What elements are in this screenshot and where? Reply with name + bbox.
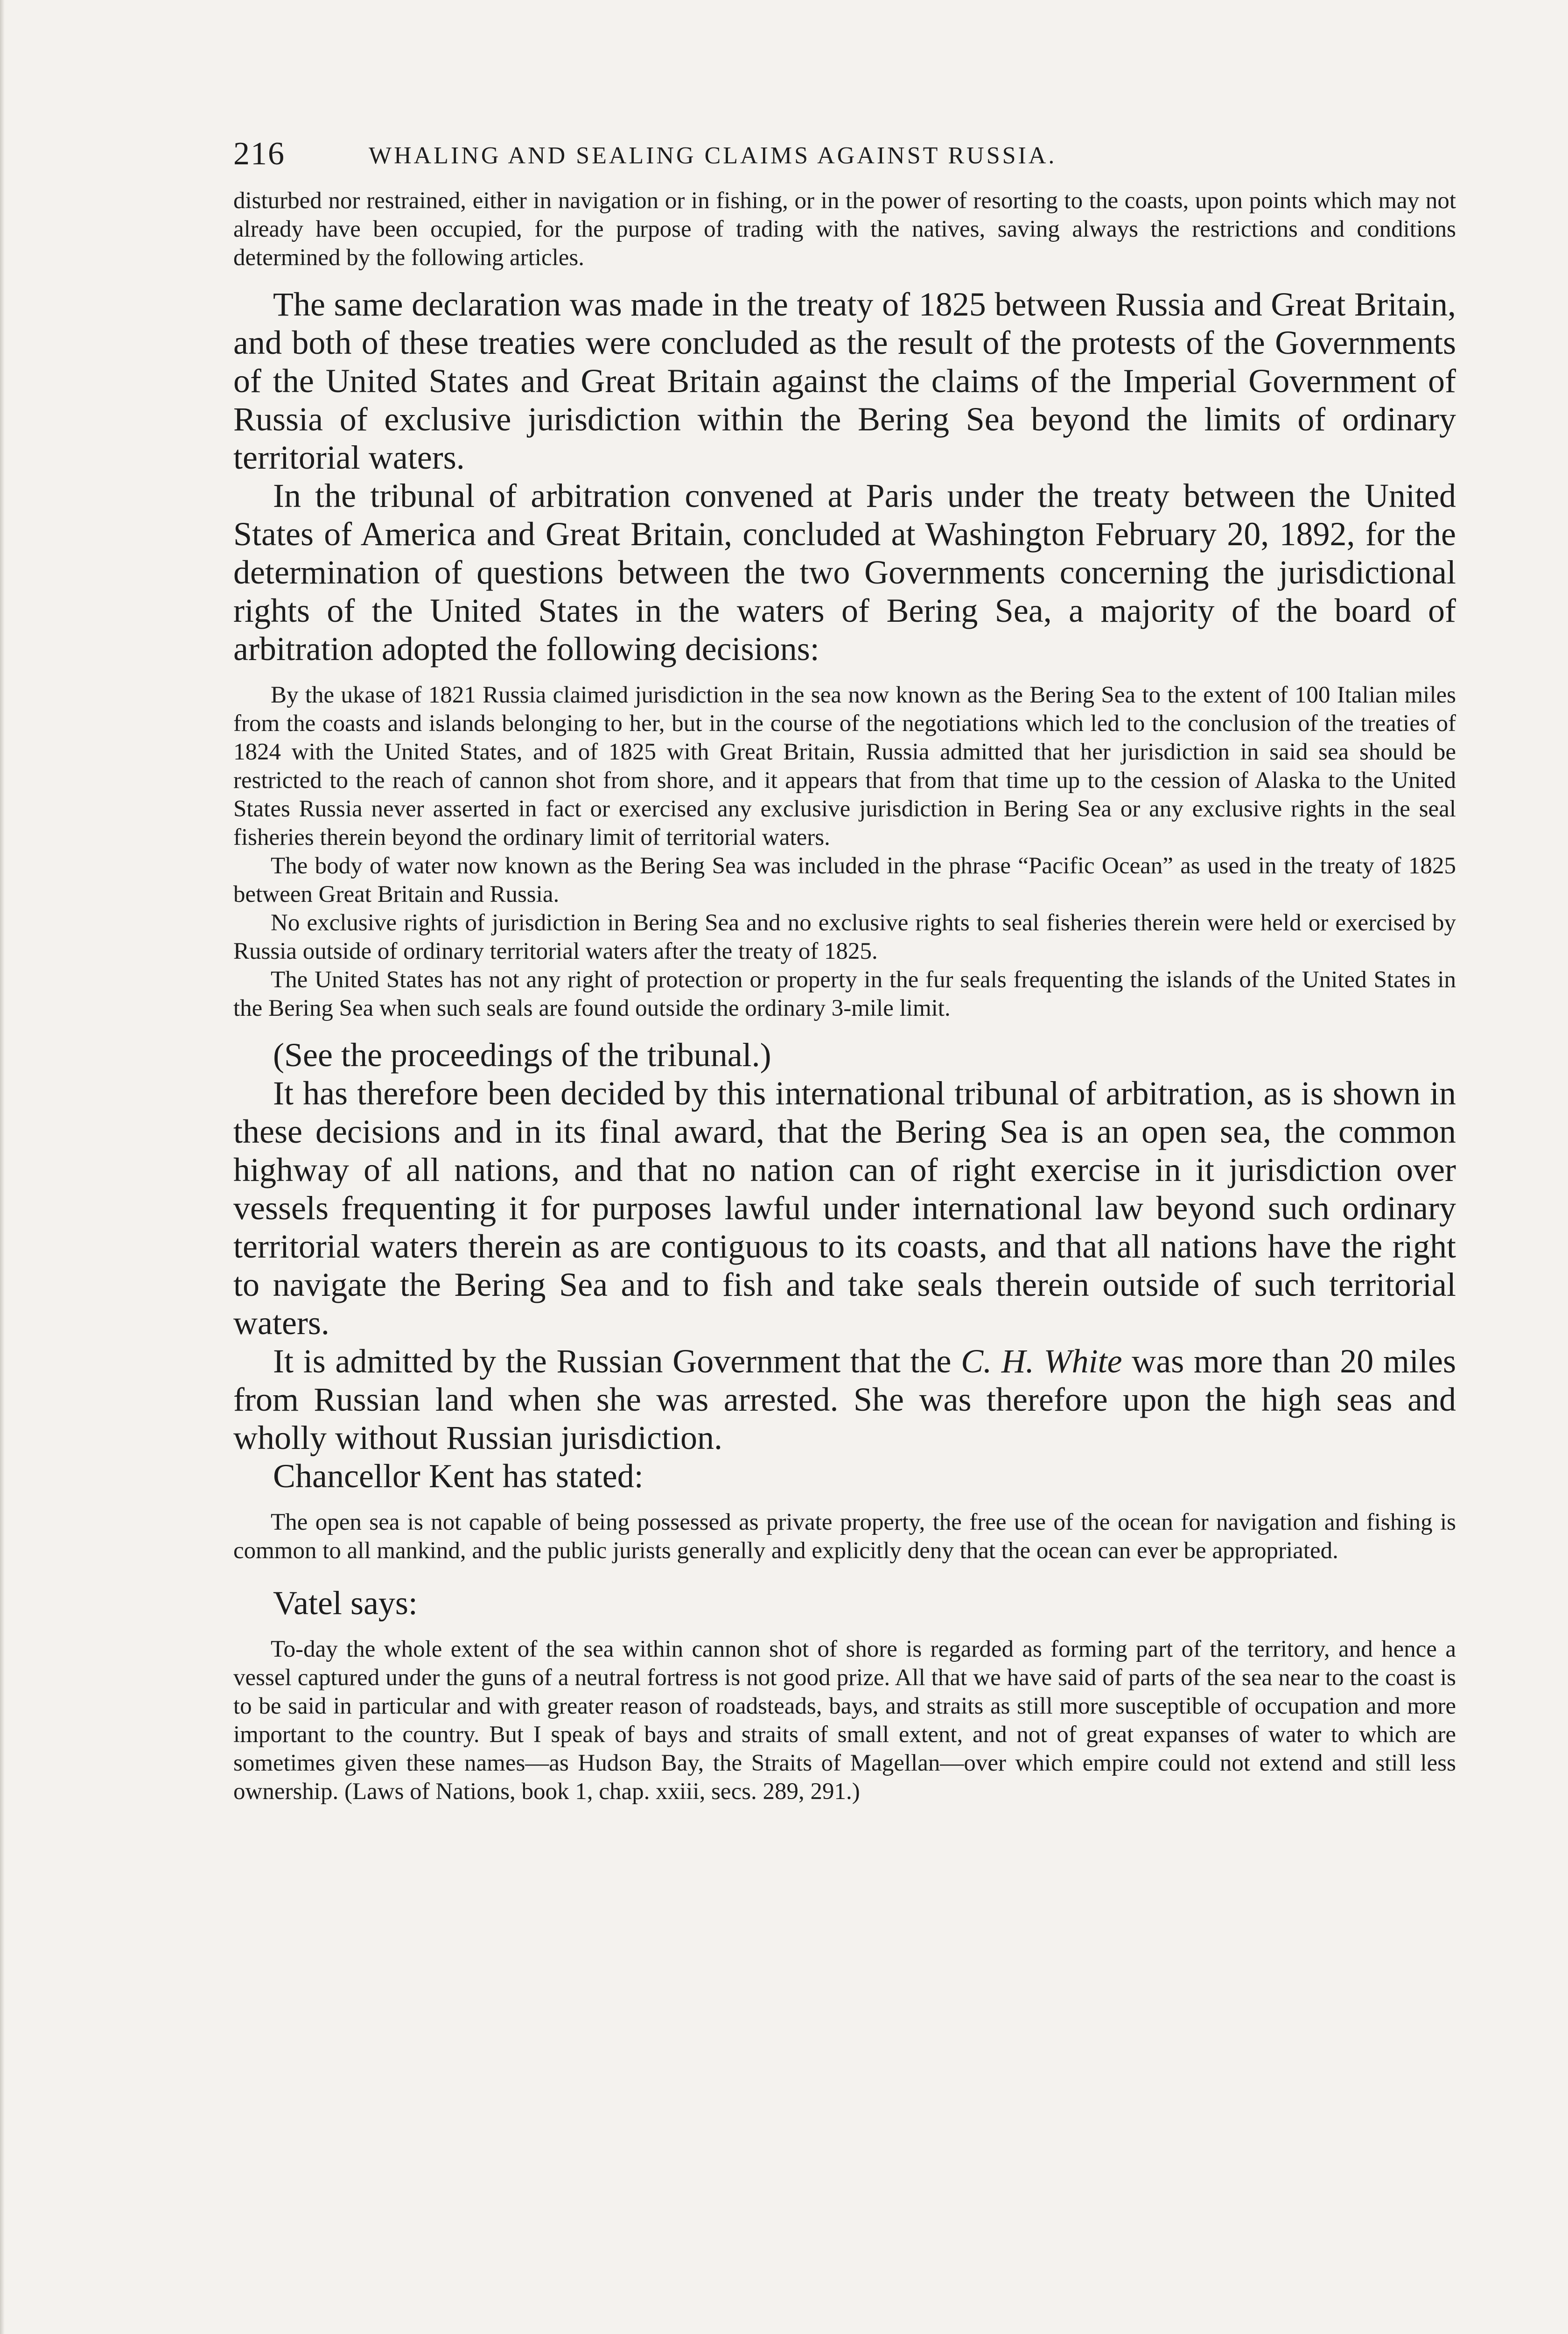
- page-number: 216: [233, 136, 285, 172]
- decision-paragraph: The body of water now known as the Bering Sea was included in the phrase “Pacific Ocean” as used in the treaty of 1825 between Great Britain and Russia.: [233, 853, 1456, 907]
- body-paragraph-ch-white: [233, 1342, 1456, 1457]
- text-fragment: It is admitted by the Russian Government that the: [273, 1343, 961, 1380]
- text-fragment: was more than 20 miles from Russian land when she was arrested. She was therefore upon the high seas and wholly without Russian jurisdiction.: [233, 1343, 1456, 1456]
- scan-edge: [0, 0, 5, 2334]
- quote-kent: [233, 1508, 1456, 1565]
- running-head: WHALING AND SEALING CLAIMS AGAINST RUSSIA.: [369, 142, 1057, 169]
- document-page: [233, 135, 1456, 1806]
- decision-paragraph: No exclusive rights of jurisdiction in Bering Sea and no exclusive rights to seal fisheries therein were held or exercised by Russia outside of ordinary territorial waters after the treaty of 1825.: [233, 910, 1456, 964]
- quote-vatel: [233, 1635, 1456, 1806]
- quote-paragraph: The open sea is not capable of being possessed as private property, the free use of the ocean for navigation and fishing is common to all mankind, and the public jurists generally and explicitly deny that the ocean can ever be appropriated.: [233, 1509, 1456, 1564]
- decision-paragraph: By the ukase of 1821 Russia claimed jurisdiction in the sea now known as the Bering Sea to the extent of 100 Italian miles from the coasts and islands belonging to her, but in the course of the negotiations which led to the conclusion of the treaties of 1824 with the United States, and of 1825 with Great Britain, Russia admitted that her jurisdiction in said sea should be restricted to the reach of cannon shot from shore, and it appears that from that time up to the cession of Alaska to the United States Russia never asserted in fact or exercised any exclusive jurisdiction in Bering Sea or any exclusive rights in the seal fisheries therein beyond the ordinary limit of territorial waters.: [233, 682, 1456, 851]
- vessel-name: C. H. White: [961, 1343, 1122, 1380]
- decision-paragraph: The United States has not any right of protection or property in the fur seals frequenting the islands of the United States in the Bering Sea when such seals are found outside the ordinary 3-mile limit.: [233, 967, 1456, 1021]
- quote-paragraph: To-day the whole extent of the sea within cannon shot of shore is regarded as forming part of the territory, and hence a vessel captured under the guns of a neutral fortress is not good prize. All that we have said of parts of the sea near to the coast is to be said in particular and with greater reason of roadsteads, bays, and straits as still more susceptible of occupation and more important to the country. But I speak of bays and straits of small extent, and not of great expanses of water to which are sometimes given these names—as Hudson Bay, the Straits of Magellan—over which empire could not extend and still less ownership. (Laws of Nations, book 1, chap. xxiii, secs. 289, 291.): [233, 1636, 1456, 1805]
- page-header: [233, 135, 1456, 187]
- quote-tribunal-decisions: [233, 681, 1456, 1023]
- body-paragraph-kent-intro: Chancellor Kent has stated:: [273, 1457, 644, 1495]
- quote-paragraph: disturbed nor restrained, either in navigation or in fishing, or in the power of resorting to the coasts, upon points which may not already have been occupied, for the purpose of trading with the natives, saving always the restrictions and conditions determined by the following articles.: [233, 188, 1456, 271]
- body-paragraph-1825-treaty: The same declaration was made in the treaty of 1825 between Russia and Great Britain, and both of these treaties were concluded as the result of the protests of the Governments of the United States and Great Britain against the claims of the Imperial Government of Russia of exclusive jurisdiction within the Bering Sea beyond the limits of ordinary territorial waters.: [233, 286, 1456, 476]
- body-paragraph-see-proceedings: (See the proceedings of the tribunal.): [273, 1036, 771, 1074]
- body-paragraph-vatel-intro: Vatel says:: [273, 1584, 418, 1622]
- body-paragraph-open-sea: It has therefore been decided by this international tribunal of arbitration, as is shown in these decisions and in its final award, that the Bering Sea is an open sea, the common highway of all nations, and that no nation can of right exercise in it jurisdiction over vessels frequenting it for purposes lawful under international law beyond such ordinary territorial waters therein as are contiguous to its coasts, and that all nations have the right to navigate the Bering Sea and to fish and take seals therein outside of such territorial waters.: [233, 1075, 1456, 1342]
- body-paragraph-tribunal: In the tribunal of arbitration convened at Paris under the treaty between the United States of America and Great Britain, concluded at Washington February 20, 1892, for the determination of questions between the two Governments concerning the jurisdictional rights of the United States in the waters of Bering Sea, a majority of the board of arbitration adopted the following decisions:: [233, 477, 1456, 668]
- quote-treaty-excerpt: [233, 187, 1456, 272]
